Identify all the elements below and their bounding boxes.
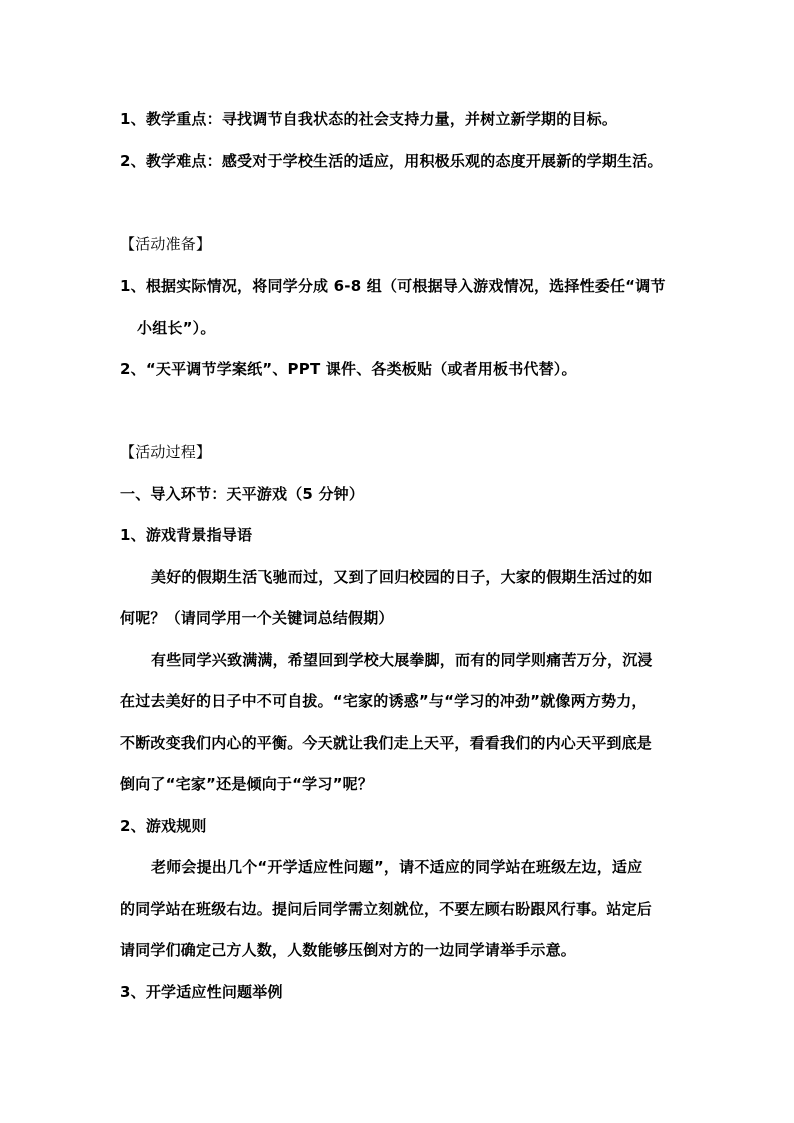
preparation-item-1-line-2: 小组长”）。 <box>137 319 216 337</box>
step-1-paragraph-1-line-1: 美好的假期生活飞驰而过，又到了回归校园的日子，大家的假期生活过的如 <box>151 568 653 586</box>
part-1-title: 一、导入环节：天平游戏（5 分钟） <box>120 485 365 503</box>
step-2-title: 2、游戏规则 <box>120 817 207 835</box>
step-2-paragraph-line-1: 老师会提出几个“开学适应性问题”，请不适应的同学站在班级左边，适应 <box>151 858 643 876</box>
step-3-title: 3、开学适应性问题举例 <box>120 983 283 1001</box>
step-1-paragraph-2-line-4: 倒向了“宅家”还是倾向于“学习”呢？ <box>120 775 374 793</box>
step-2-paragraph-line-2: 的同学站在班级右边。提问后同学需立刻就位，不要左顾右盼跟风行事。站定后 <box>120 900 653 918</box>
step-1-paragraph-2-line-3: 不断改变我们内心的平衡。今天就让我们走上天平，看看我们的内心天平到底是 <box>120 734 653 752</box>
process-title: 【活动过程】 <box>120 443 212 461</box>
key-point-item-2: 2、教学难点：感受对于学校生活的适应，用积极乐观的态度开展新的学期生活。 <box>120 152 663 170</box>
preparation-item-1-line-1: 1、根据实际情况，将同学分成 6-8 组（可根据导入游戏情况，选择性委任“调节 <box>120 277 666 295</box>
step-1-paragraph-1-line-2: 何呢？（请同学用一个关键词总结假期） <box>120 609 394 627</box>
step-1-paragraph-2-line-1: 有些同学兴致满满，希望回到学校大展拳脚，而有的同学则痛苦万分，沉浸 <box>151 651 653 669</box>
key-point-item-1: 1、教学重点：寻找调节自我状态的社会支持力量，并树立新学期的目标。 <box>120 110 618 128</box>
step-1-title: 1、游戏背景指导语 <box>120 526 253 544</box>
preparation-item-2: 2、“天平调节学案纸”、PPT 课件、各类板贴（或者用板书代替）。 <box>120 360 577 378</box>
step-1-paragraph-2-line-2: 在过去美好的日子中不可自拔。“宅家的诱惑”与“学习的冲劲”就像两方势力， <box>120 692 647 710</box>
preparation-title: 【活动准备】 <box>120 235 212 253</box>
step-2-paragraph-line-3: 请同学们确定己方人数，人数能够压倒对方的一边同学请举手示意。 <box>120 941 577 959</box>
